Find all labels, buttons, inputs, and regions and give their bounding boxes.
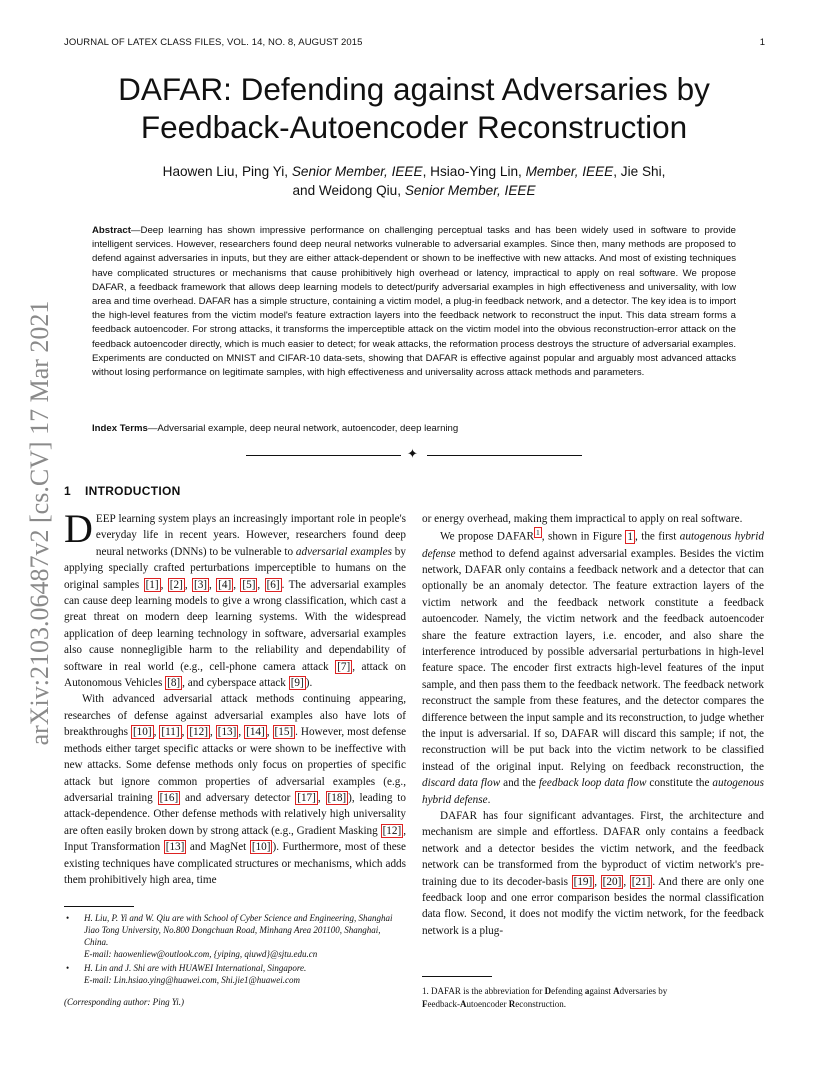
index-terms: [92, 422, 736, 436]
page-number: 1: [759, 37, 765, 48]
right-footnote-rule: [422, 976, 492, 977]
author-text: , Jie Shi,: [613, 164, 666, 179]
citation-link[interactable]: [14]: [246, 726, 265, 739]
body-text: method to defend against adversarial examples. Besides the victim network, DAFAR only contains a feedback network and a detector that can optionally be an anomaly detector. The feature extraction layers of the victim network and the feedback network constitute a feedback autoencoder. Namely, the victim network and the feedback autoencoder share the feature extraction layers, i.e. encoder, and also share the interference introduced by possible adversarial perturbations in high-level feature space. The encoder first extracts high-level features of the input sample, and then pass them to the feedback network. The feedback network reconstruct the sample from these features, and the detector compares the difference between the input sample and its reconstruction, to judge whether the input is adversarial. If so, DAFAR will discard this sample; if not, the reconstruction will be put back into the victim network to be classified instead of the original input. Relying on feedback reconstruction, the: [422, 547, 764, 773]
affiliation-item: [64, 962, 406, 986]
body-text: , shown in Figure: [541, 531, 626, 544]
citation-link[interactable]: [12]: [189, 726, 208, 739]
citation-link[interactable]: [19]: [573, 875, 593, 888]
emphasis-text: feedback loop data flow: [538, 777, 647, 790]
divider-diamond-icon: ✦: [407, 446, 418, 461]
affiliation-email: E-mail: haowenliew@outlook.com, {yiping, qiuwd}@sjtu.edu.cn: [84, 949, 318, 959]
footnote-text: utoencoder: [466, 998, 509, 1009]
title-line-1: DAFAR: Defending against Adversaries by: [118, 71, 710, 107]
citation-link[interactable]: [4]: [218, 578, 232, 591]
body-text: and adversary detector: [180, 791, 296, 804]
section-heading: [64, 484, 181, 498]
citation-link[interactable]: [5]: [242, 578, 256, 591]
abbreviation-footnote: [422, 985, 764, 1010]
emphasis-text: adversarial examples: [295, 545, 392, 558]
bullet-icon: •: [66, 913, 70, 923]
body-text: . And there are only one feedback loop and one error comparison besides the normal classification data flow. Second, it does not modify the victim network, for the feedback network is a plug-: [422, 875, 764, 937]
divider-rule-left: [246, 455, 401, 456]
corresponding-author: (Corresponding author: Ping Yi.): [64, 997, 185, 1007]
body-text: , attack on Autonomous Vehicles: [64, 660, 406, 690]
footnote-initial: F: [422, 998, 428, 1009]
body-text: We propose DAFAR: [440, 531, 534, 544]
footnote-initial: a: [584, 986, 590, 996]
body-text: , and cyberspace attack: [182, 677, 289, 690]
affiliation-item: [64, 912, 406, 960]
section-divider: [246, 446, 582, 462]
body-text: . However, most defense methods either target specific attacks or were shown to be ineffective with new attacks. Some defense methods only focus on properties of specific attack but ignore common properties of adversarial examples (e.g., adversarial training: [64, 726, 407, 804]
affiliation-text: H. Liu, P. Yi and W. Qiu are with School of Cyber Science and Engineering, Shanghai Jiao Tong University, No.800 Dongchuan Road, Minhang Area 201100, Shanghai, China.: [84, 913, 393, 947]
body-text: , the first: [634, 531, 680, 544]
intro-paragraph-4: [422, 527, 764, 808]
abstract-label: Abstract: [92, 225, 131, 236]
footnote-text: DAFAR is the abbreviation for: [428, 986, 545, 996]
body-text: ).: [305, 677, 313, 690]
body-text: With advanced adversarial attack methods continuing appearing, researches of defense against adversarial examples also have lots of breakthroughs: [64, 693, 406, 739]
divider-rule-right: [427, 455, 582, 456]
footnote-rule: [64, 906, 134, 907]
citation-link[interactable]: [16]: [159, 791, 179, 804]
citation-link[interactable]: [18]: [327, 791, 347, 804]
footnote-number: 1.: [422, 986, 429, 996]
abstract: [92, 224, 736, 380]
body-text: , Input Transformation: [64, 824, 406, 854]
citation-link[interactable]: [1]: [145, 578, 159, 591]
body-text: by applying specially crafted perturbations imperceptible to humans on the original samples: [64, 545, 406, 591]
emphasis-text: autogenous hybrid defense: [422, 777, 764, 806]
citation-link[interactable]: [3]: [193, 578, 208, 591]
body-text: and the: [500, 777, 539, 790]
footnote-initial: R: [508, 998, 516, 1009]
body-text: and MagNet: [186, 841, 250, 854]
intro-paragraph-5: DAFAR has four significant advantages. First, the architecture and mechanism are simple and effortless. DAFAR only contains a feedback network and a detector besides the victim network, and the feedback network can be transformed from the byproduct of victim network's pre-training due to its decoder-basis [19] , [20] , [21] . And there are only one feedback loop and one error comparison besides the normal classification data flow. Second, it does not modify the victim network, for the feedback network is a plug-: [422, 810, 764, 937]
citation-link[interactable]: [11]: [161, 726, 180, 739]
body-text: .: [487, 793, 491, 806]
body-text: constitute the: [646, 777, 713, 790]
section-title: INTRODUCTION: [84, 484, 181, 498]
paper-title: [60, 70, 768, 146]
citation-link[interactable]: [20]: [602, 875, 622, 888]
citation-link[interactable]: [10]: [251, 841, 271, 854]
author-text: and Weidong Qiu,: [292, 183, 405, 198]
arxiv-stamp-text: arXiv:2103.06487v2 [cs.CV] 17 Mar 2021: [25, 300, 54, 745]
emphasis-text: discard data flow: [422, 777, 501, 790]
citation-link[interactable]: [10]: [132, 726, 152, 739]
citation-link[interactable]: [13]: [165, 841, 185, 854]
footnote-initial: A: [613, 986, 620, 996]
left-column: [64, 506, 407, 888]
figure-link[interactable]: 1: [627, 531, 633, 544]
intro-paragraph-1: DEEP learning system plays an increasingly important role in people's everyday life in recent years. However, researchers found deep neural networks (DNNs) to be vulnerable to adversarial examples by applying specially crafted perturbations imperceptible to humans on the original samples [1] , [2] , [3] , [4] , [5] , [6] . The adversarial examples can cause deep learning models to give a wrong classification, which cast a great threat on modern deep learning systems. With the widespread application of deep learning technology in software, adversarial examples also cause nonnegligible harm to the reliability and dependability of software in real world (e.g., cell-phone camera attack [7] , attack on Autonomous Vehicles [8] , and cyberspace attack [9] ).: [64, 506, 407, 690]
body-text: ), leading to attack-dependence. Other defense methods with relatively high universality are often easily broken down by strong attack (e.g., Gradient Masking: [64, 791, 406, 837]
body-text: ). Furthermore, most of these existing techniques have complicated structures or mechanisms, which adds them prohibitively high area, time: [64, 841, 406, 886]
author-text: , Hsiao-Ying Lin,: [422, 164, 526, 179]
citation-link[interactable]: [21]: [631, 875, 651, 888]
author-line-2: [80, 181, 748, 200]
author-text: Haowen Liu, Ping Yi,: [162, 164, 292, 179]
citation-link[interactable]: [15]: [274, 726, 294, 739]
citation-link[interactable]: [8]: [167, 677, 181, 690]
drop-cap: D: [64, 506, 93, 551]
citation-link[interactable]: [7]: [337, 660, 351, 673]
body-text: EEP learning system plays an increasingly important role in people's everyday life in recent years. However, researchers found deep neural networks (DNNs) to be vulnerable to: [95, 513, 406, 558]
footnote-text: dversaries by: [619, 986, 668, 996]
footnote-link[interactable]: 1: [536, 528, 540, 538]
index-terms-label: Index Terms: [92, 423, 148, 434]
right-column: [422, 511, 764, 939]
running-header: JOURNAL OF LATEX CLASS FILES, VOL. 14, NO. 8, AUGUST 2015: [64, 37, 363, 48]
author-list: [80, 162, 748, 200]
arxiv-stamp: [20, 285, 60, 760]
author-line-1: [80, 162, 748, 181]
abstract-text: —Deep learning has shown impressive performance on challenging perceptual tasks and has been widely used in software to provide intelligent services. However, researchers found deep neural networks vulnerable to adversarial examples. Since then, many methods are proposed to defend against adversaries in inputs, but they are either attack-dependent or shown to be ineffective with new attacks. And most of existing techniques have complicated structures or mechanisms that cause prohibitively high overhead or latency, impractical to apply on real software. We propose DAFAR, a feedback framework that allows deep learning models to detect/purify adversarial examples in high effectiveness and universality, with low area and time overhead. DAFAR has a simple structure, containing a victim model, a plug-in feedback network, and a detector. The key idea is to import the high-level features from the victim model's feature extraction layers into the feedback network to reconstruct the input. This data stream forms a feedback autoencoder. For strong attacks, it transforms the imperceptible attack on the victim model into the obvious reconstruction-error attack on the feedback autoencoder directly, which is much easier to detect; for weak attacks, the reformation process destroys the structure of adversarial examples. Experiments are conducted on MNIST and CIFAR-10 data-sets, showing that DAFAR is effective against popular and arguably most advanced attacks without losing performance on legitimate samples, with high effectiveness and universality across attack methods and parameters.: [92, 225, 737, 379]
author-membership: Senior Member, IEEE: [404, 183, 536, 198]
body-text: . The adversarial examples can cause deep learning models to give a wrong classification, which cast a great threat on modern deep learning systems. With the widespread application of deep learning technology in software, adversarial examples also cause nonnegligible harm to the reliability and dependability of software in real world (e.g., cell-phone camera attack: [64, 578, 407, 673]
index-terms-text: —Adversarial example, deep neural network, autoencoder, deep learning: [147, 423, 459, 434]
emphasis-text: autogenous hybrid defense: [422, 531, 764, 560]
affiliation-footnotes: [64, 912, 406, 1008]
bullet-icon: •: [66, 963, 70, 973]
citation-link[interactable]: [9]: [290, 677, 304, 690]
footnote-text: econstruction.: [515, 998, 566, 1009]
intro-paragraph-3: or energy overhead, making them impractical to apply on real software.: [422, 513, 743, 525]
citation-link[interactable]: [13]: [217, 726, 237, 739]
footnote-text: efending: [551, 986, 585, 996]
citation-link[interactable]: [12]: [382, 824, 402, 837]
intro-paragraph-2: With advanced adversarial attack methods continuing appearing, researches of defense against adversarial examples also have lots of breakthroughs [10] , [11] , [12] , [13] , [14] , [15] . However, most defense methods either target specific attacks or were shown to be ineffective with new attacks. Some defense methods only focus on properties of specific attack but ignore common properties of adversarial examples (e.g., adversarial training [16] and adversary detector [17] , [18] ), leading to attack-dependence. Other defense methods with relatively high universality are often easily broken down by strong attack (e.g., Gradient Masking [12] , Input Transformation [13] and MagNet [10] ). Furthermore, most of these existing techniques have complicated structures or mechanisms, which adds them prohibitively high area, time: [64, 693, 407, 886]
body-text: DAFAR has four significant advantages. First, the architecture and mechanism are simple and effortless. DAFAR only contains a feedback network and a detector besides the victim network, and the feedback network can be transformed from the byproduct of victim network's pre-training due to its decoder-basis: [422, 810, 764, 888]
citation-link[interactable]: [17]: [297, 791, 316, 804]
footnote-text: gainst: [589, 986, 614, 996]
author-membership: Member, IEEE: [525, 164, 614, 179]
section-number: 1: [64, 484, 71, 498]
affiliation-email: E-mail: Lin.hsiao.ying@huawei.com, Shi.jie1@huawei.com: [84, 975, 301, 985]
title-line-2: Feedback-Autoencoder Reconstruction: [140, 109, 688, 145]
footnote-initial: D: [544, 986, 552, 996]
footnote-initial: A: [459, 998, 467, 1009]
citation-link[interactable]: [6]: [266, 578, 280, 591]
affiliation-text: H. Lin and J. Shi are with HUAWEI International, Singapore.: [84, 963, 307, 973]
citation-link[interactable]: [2]: [169, 578, 183, 591]
footnote-text: eedback-: [427, 998, 460, 1009]
author-membership: Senior Member, IEEE: [291, 164, 423, 179]
